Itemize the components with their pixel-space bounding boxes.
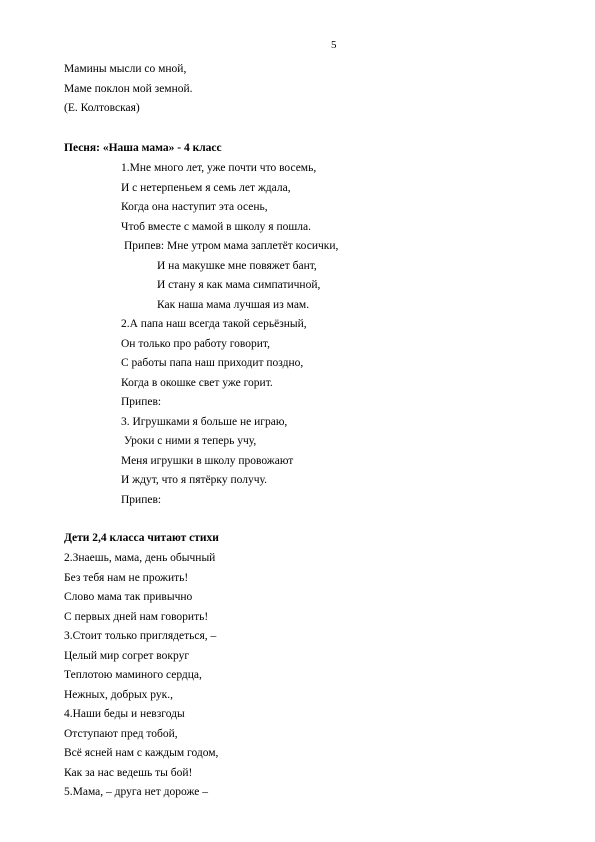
poem-line: Всё ясней нам с каждым годом, [64, 747, 219, 759]
chorus-line: Припев: Мне утром мама заплетёт косички, [124, 240, 339, 252]
poem-line: Отступают пред тобой, [64, 727, 178, 740]
poem-line: Без тебя нам не прожить! [64, 571, 189, 584]
chorus-marker: Припев: [121, 396, 162, 408]
chorus-line: Как наша мама лучшая из мам. [157, 298, 310, 311]
poem-line: Нежных, добрых рук., [64, 688, 173, 701]
song-line: 2.А папа наш всегда такой серьёзный, [121, 318, 307, 330]
poem-line: Теплотою маминого сердца, [64, 669, 202, 681]
intro-line: Маме поклон мой земной. [64, 82, 193, 95]
song-line: С работы папа наш приходит поздно, [121, 357, 304, 369]
intro-line: Мамины мысли со мной, [64, 63, 187, 75]
song-line: 3. Игрушками я больше не играю, [121, 415, 288, 428]
song-line: Меня игрушки в школу провожают [121, 454, 294, 467]
poem-line: Целый мир согрет вокруг [64, 649, 190, 662]
song-line: Он только про работу говорит, [121, 337, 270, 350]
song-line: И ждут, что я пятёрку получу. [121, 474, 267, 486]
song-line: 1.Мне много лет, уже почти что восемь, [121, 162, 317, 174]
page-number: 5 [331, 39, 337, 51]
song-line: И с нетерпеньем я семь лет ждала, [121, 181, 291, 194]
intro-verse [64, 60, 544, 119]
chorus-line: И стану я как мама симпатичной, [157, 279, 321, 291]
poem-line: 3.Стоит только приглядеться, – [64, 630, 217, 642]
song-line: Когда она наступит эта осень, [121, 201, 268, 213]
song-line: Чтоб вместе с мамой в школу я пошла. [121, 220, 311, 233]
poem-line: Как за нас ведешь ты бой! [64, 766, 193, 779]
song-line: Уроки с ними я теперь учу, [124, 435, 257, 447]
poem-line: 5.Мама, – друга нет дороже – [64, 786, 209, 798]
intro-author: (Е. Колтовская) [64, 102, 140, 114]
song-lyrics [121, 159, 595, 510]
chorus-line: И на макушке мне повяжет бант, [157, 259, 317, 272]
poem-heading: Дети 2,4 класса читают стихи [64, 532, 219, 544]
song-line: Когда в окошке свет уже горит. [121, 376, 273, 389]
poem-line: 4.Наши беды и невзгоды [64, 708, 185, 720]
poem-line: 2.Знаешь, мама, день обычный [64, 552, 216, 564]
poem-line: С первых дней нам говорить! [64, 610, 209, 623]
chorus-marker: Припев: [121, 493, 162, 506]
poem-text [64, 549, 544, 803]
song-heading: Песня: «Наша мама» - 4 класс [64, 142, 222, 154]
poem-line: Слово мама так привычно [64, 591, 193, 603]
